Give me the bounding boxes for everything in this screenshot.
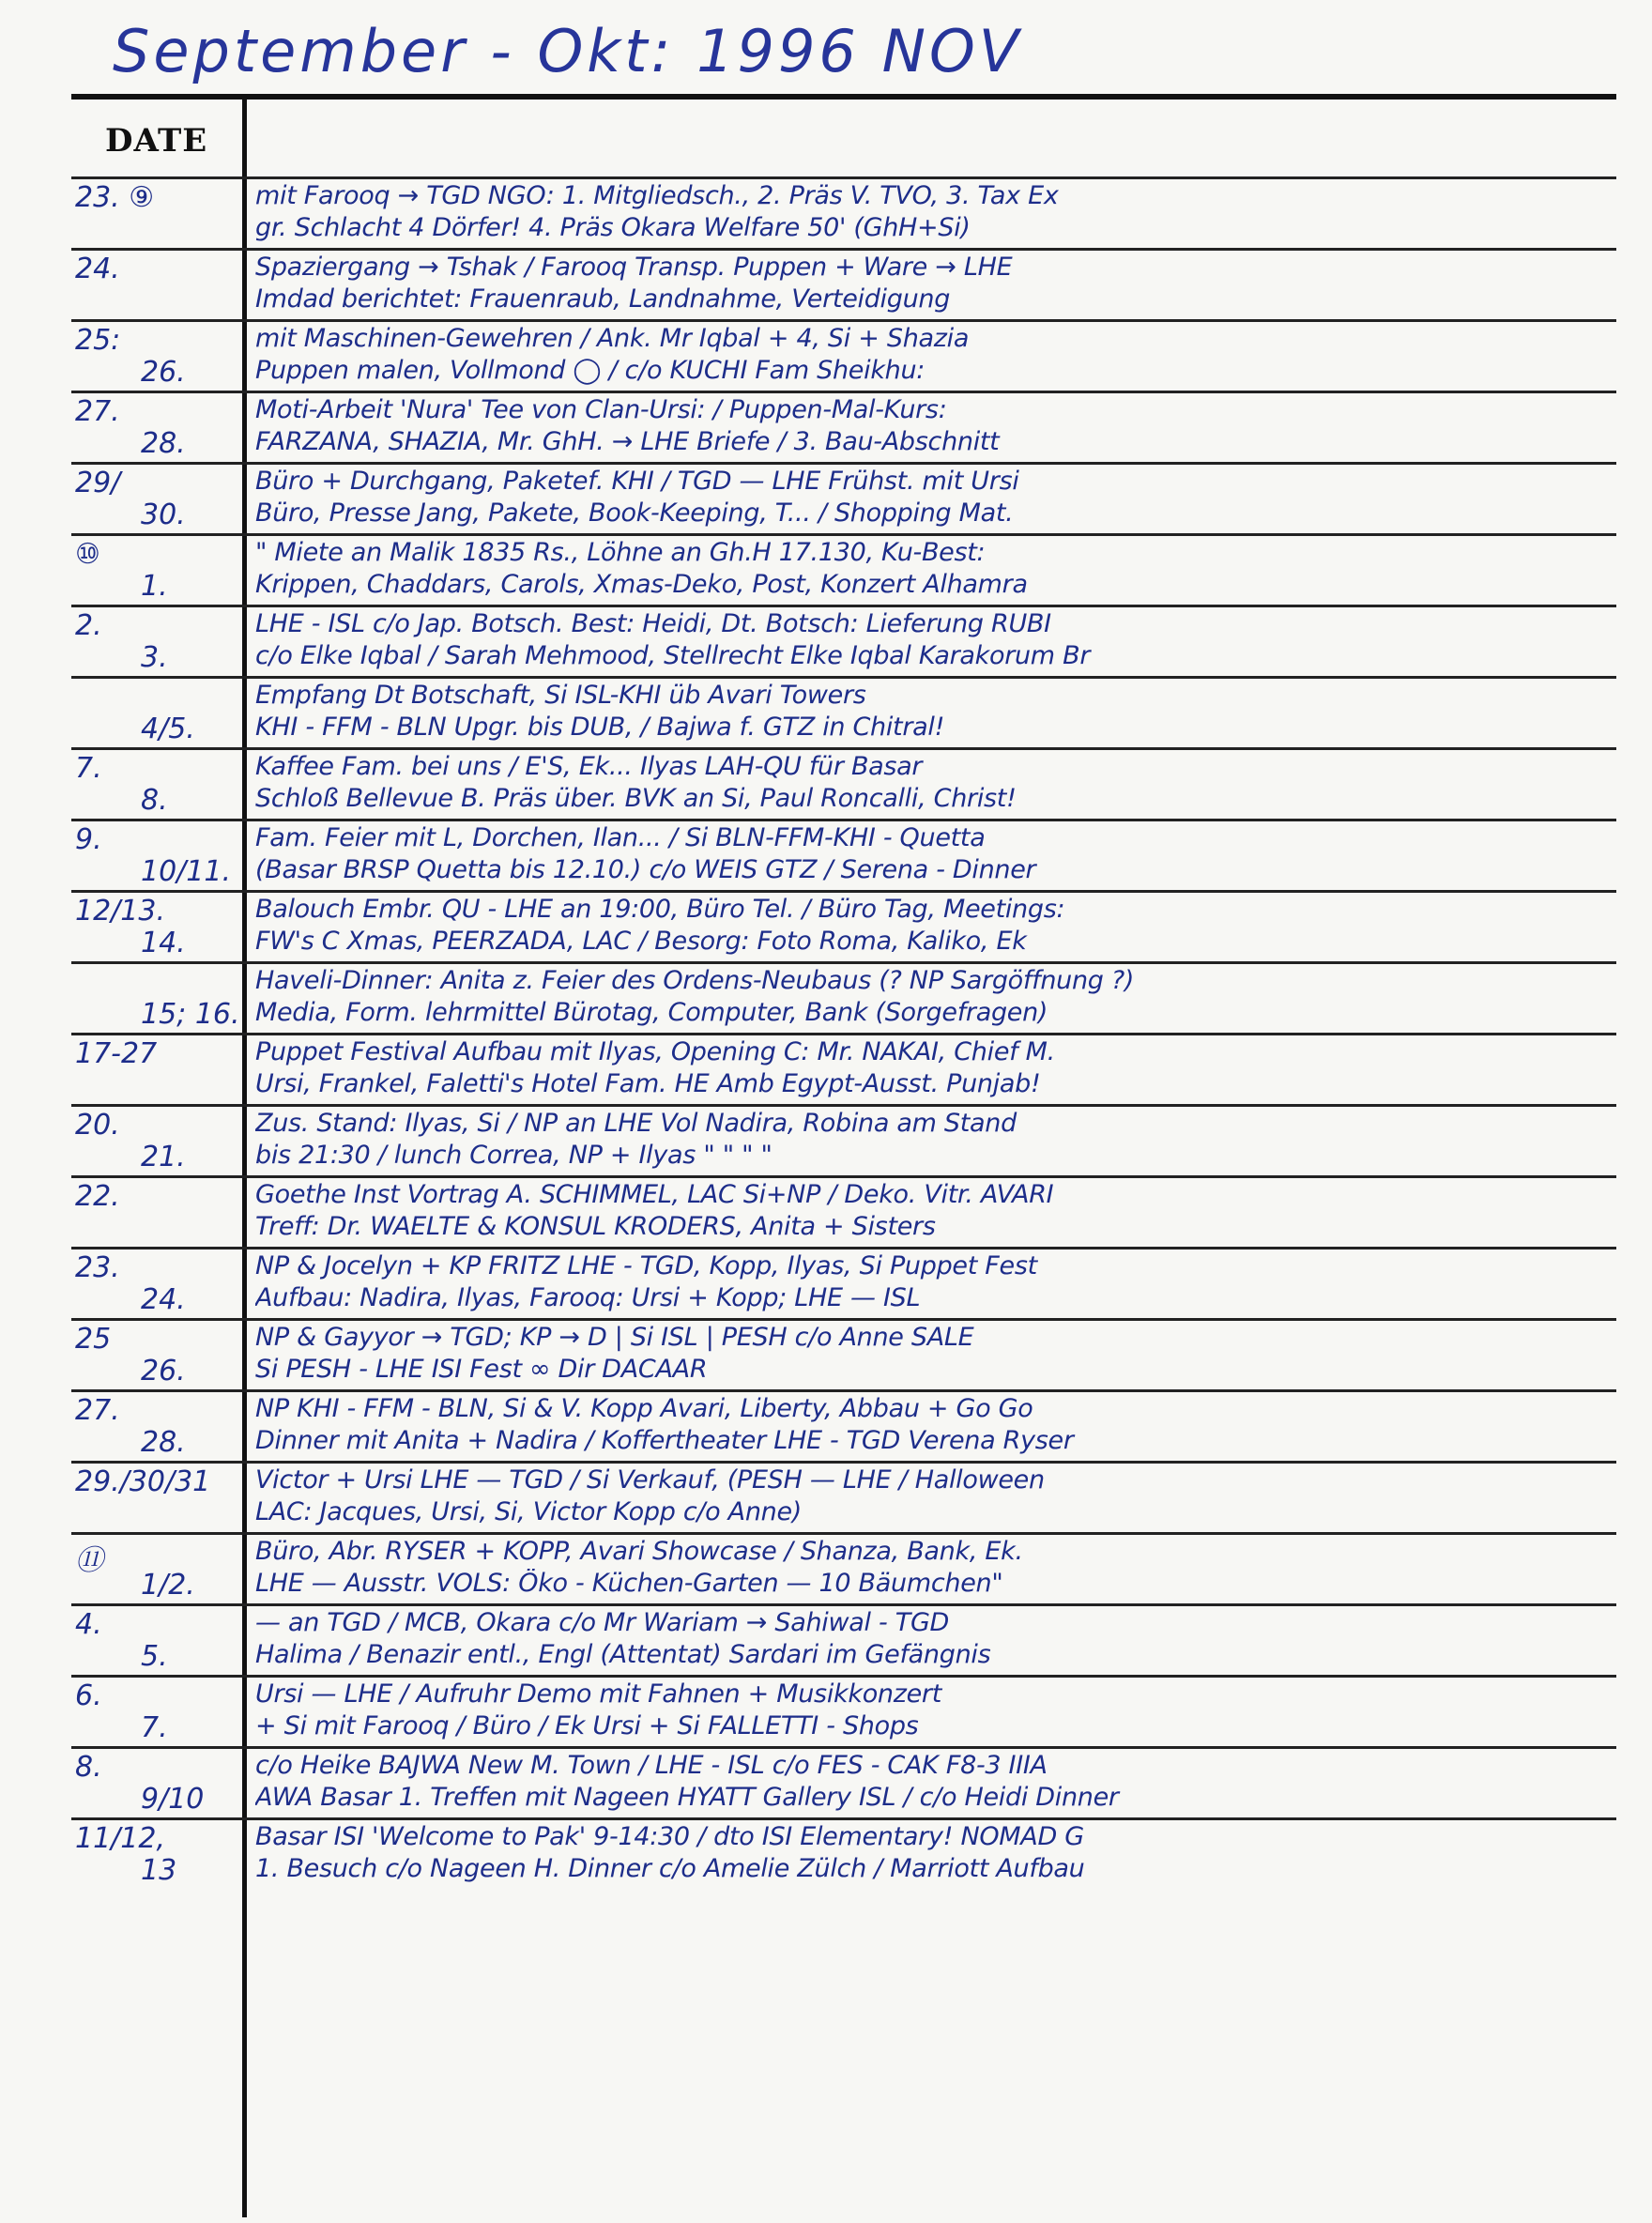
row-entry-line-2: + Si mit Farooq / Büro / Ek Ursi + Si FALLETTI - Shops: [255, 1711, 919, 1740]
row-date: 12/13.: [75, 895, 165, 928]
row-entry-line-2: Krippen, Chaddars, Carols, Xmas-Deko, Post, Konzert Alhamra: [255, 570, 1028, 599]
diary-row: [71, 890, 1616, 961]
row-date-secondary: 10/11.: [141, 855, 231, 888]
diary-row: [71, 176, 1616, 248]
diary-rows: [71, 176, 1616, 1889]
row-entry-line-2: c/o Elke Iqbal / Sarah Mehmood, Stellrecht Elke Iqbal Karakorum Br: [255, 641, 1091, 670]
diary-row: [71, 1817, 1616, 1889]
row-entry-line-1: mit Maschinen-Gewehren / Ank. Mr Iqbal + 4, Si + Shazia: [255, 324, 970, 353]
row-entry-line-2: bis 21:30 / lunch Correa, NP + Ilyas " " " ": [255, 1141, 772, 1170]
diary-row: [71, 1247, 1616, 1318]
row-date-secondary: 21.: [141, 1141, 186, 1173]
diary-row: [71, 1033, 1616, 1104]
row-entry-line-1: Empfang Dt Botschaft, Si ISL-KHI üb Avari Towers: [255, 681, 866, 710]
row-date-secondary: 24.: [141, 1283, 186, 1316]
row-date: 27.: [75, 395, 120, 428]
diary-row: [71, 462, 1616, 533]
diary-row: [71, 319, 1616, 391]
row-entry-line-1: Victor + Ursi LHE — TGD / Si Verkauf, (PESH — LHE / Halloween: [255, 1465, 1045, 1495]
diary-row: [71, 1532, 1616, 1603]
row-date: 11/12,: [75, 1822, 165, 1855]
row-entry-line-1: NP & Jocelyn + KP FRITZ LHE - TGD, Kopp, Ilyas, Si Puppet Fest: [255, 1251, 1037, 1280]
row-entry-line-2: gr. Schlacht 4 Dörfer! 4. Präs Okara Welfare 50' (GhH+Si): [255, 213, 971, 242]
row-entry-line-1: Spaziergang → Tshak / Farooq Transp. Puppen + Ware → LHE: [255, 253, 1013, 282]
row-entry-line-1: NP KHI - FFM - BLN, Si & V. Kopp Avari, Liberty, Abbau + Go Go: [255, 1394, 1033, 1423]
diary-row: [71, 1318, 1616, 1389]
row-date: 6.: [75, 1679, 102, 1712]
row-entry-line-1: Puppet Festival Aufbau mit Ilyas, Opening C: Mr. NAKAI, Chief M.: [255, 1037, 1055, 1066]
row-entry-line-1: Haveli-Dinner: Anita z. Feier des Ordens-Neubaus (? NP Sargöffnung ?): [255, 966, 1135, 995]
page-title: September - Okt: 1996 NOV: [113, 17, 1023, 85]
row-entry-line-2: KHI - FFM - BLN Upgr. bis DUB, / Bajwa f. GTZ in Chitral!: [255, 713, 945, 742]
row-entry-line-2: LAC: Jacques, Ursi, Si, Victor Kopp c/o Anne): [255, 1497, 803, 1526]
row-date: 7.: [75, 752, 102, 785]
row-entry-line-2: AWA Basar 1. Treffen mit Nageen HYATT Gallery ISL / c/o Heidi Dinner: [255, 1783, 1119, 1812]
row-date: 23.: [75, 1251, 120, 1284]
row-entry-line-2: FARZANA, SHAZIA, Mr. GhH. → LHE Briefe / 3. Bau-Abschnitt: [255, 427, 1000, 456]
diary-row: [71, 391, 1616, 462]
row-entry-line-1: Ursi — LHE / Aufruhr Demo mit Fahnen + Musikkonzert: [255, 1679, 941, 1709]
row-date: 29/: [75, 467, 121, 499]
row-date: 17-27: [75, 1037, 158, 1070]
row-entry-line-1: c/o Heike BAJWA New M. Town / LHE - ISL c/o FES - CAK F8-3 IIIA: [255, 1751, 1048, 1780]
row-date: 24.: [75, 253, 120, 285]
row-date-secondary: 9/10: [141, 1783, 205, 1816]
row-date-secondary: 28.: [141, 1426, 186, 1459]
row-date-secondary: 26.: [141, 1355, 186, 1387]
diary-row: [71, 1461, 1616, 1532]
row-entry-line-2: FW's C Xmas, PEERZADA, LAC / Besorg: Foto Roma, Kaliko, Ek: [255, 927, 1027, 956]
row-entry-line-2: Ursi, Frankel, Faletti's Hotel Fam. HE Amb Egypt-Ausst. Punjab!: [255, 1069, 1041, 1098]
row-entry-line-2: Treff: Dr. WAELTE & KONSUL KRODERS, Anita + Sisters: [255, 1212, 936, 1241]
row-entry-line-1: Basar ISI 'Welcome to Pak' 9-14:30 / dto ISI Elementary! NOMAD G: [255, 1822, 1084, 1851]
row-date: 8.: [75, 1751, 102, 1784]
row-date-secondary: 3.: [141, 641, 168, 674]
row-date-secondary: 26.: [141, 356, 186, 389]
row-entry-line-2: Puppen malen, Vollmond ◯ / c/o KUCHI Fam Sheikhu:: [255, 356, 925, 385]
row-entry-line-2: (Basar BRSP Quetta bis 12.10.) c/o WEIS GTZ / Serena - Dinner: [255, 855, 1036, 884]
diary-row: [71, 1675, 1616, 1746]
table-header: [71, 100, 1616, 176]
diary-row: [71, 1175, 1616, 1247]
row-date-secondary: 15; 16.: [141, 998, 240, 1031]
row-entry-line-2: Si PESH - LHE ISI Fest ∞ Dir DACAAR: [255, 1355, 708, 1384]
row-entry-line-1: Fam. Feier mit L, Dorchen, Ilan... / Si BLN-FFM-KHI - Quetta: [255, 823, 986, 852]
row-entry-line-2: Imdad berichtet: Frauenraub, Landnahme, Verteidigung: [255, 284, 951, 314]
row-date: 27.: [75, 1394, 120, 1427]
diary-row: [71, 248, 1616, 319]
row-date: ⑪: [75, 1544, 103, 1577]
row-entry-line-1: — an TGD / MCB, Okara c/o Mr Wariam → Sahiwal - TGD: [255, 1608, 950, 1637]
diary-row: [71, 605, 1616, 676]
row-entry-line-1: Balouch Embr. QU - LHE an 19:00, Büro Tel. / Büro Tag, Meetings:: [255, 895, 1065, 924]
row-date-secondary: 1.: [141, 570, 168, 603]
diary-row: [71, 1746, 1616, 1817]
row-date: 9.: [75, 823, 102, 856]
date-column-header: DATE: [105, 122, 208, 160]
row-date: 25: [75, 1323, 112, 1356]
row-date-secondary: 7.: [141, 1711, 168, 1744]
row-entry-line-2: Media, Form. lehrmittel Bürotag, Computer, Bank (Sorgefragen): [255, 998, 1048, 1027]
row-entry-line-1: Kaffee Fam. bei uns / E'S, Ek... Ilyas LAH-QU für Basar: [255, 752, 923, 781]
row-entry-line-1: LHE - ISL c/o Jap. Botsch. Best: Heidi, Dt. Botsch: Lieferung RUBI: [255, 609, 1051, 638]
row-entry-line-1: Büro + Durchgang, Paketef. KHI / TGD — LHE Frühst. mit Ursi: [255, 467, 1019, 496]
diary-row: [71, 1389, 1616, 1461]
diary-row: [71, 747, 1616, 819]
row-entry-line-2: LHE — Ausstr. VOLS: Öko - Küchen-Garten — 10 Bäumchen": [255, 1569, 1003, 1598]
diary-row: [71, 533, 1616, 605]
row-entry-line-1: " Miete an Malik 1835 Rs., Löhne an Gh.H 17.130, Ku-Best:: [255, 538, 986, 567]
row-date-secondary: 5.: [141, 1640, 168, 1673]
diary-row: [71, 819, 1616, 890]
row-date-secondary: 8.: [141, 784, 168, 817]
row-date-secondary: 4/5.: [141, 713, 195, 745]
row-date: 25:: [75, 324, 121, 357]
row-date: 23. ⑨: [75, 181, 155, 214]
row-entry-line-2: Schloß Bellevue B. Präs über. BVK an Si, Paul Roncalli, Christ!: [255, 784, 1017, 813]
row-date-secondary: 28.: [141, 427, 186, 460]
row-entry-line-1: mit Farooq → TGD NGO: 1. Mitgliedsch., 2. Präs V. TVO, 3. Tax Ex: [255, 181, 1059, 210]
row-date: 29./30/31: [75, 1465, 211, 1498]
row-date: 4.: [75, 1608, 102, 1641]
row-entry-line-1: Moti-Arbeit 'Nura' Tee von Clan-Ursi: / Puppen-Mal-Kurs:: [255, 395, 947, 424]
diary-row: [71, 676, 1616, 747]
row-date: 22.: [75, 1180, 120, 1213]
row-entry-line-2: Aufbau: Nadira, Ilyas, Farooq: Ursi + Kopp; LHE — ISL: [255, 1283, 921, 1312]
row-date-secondary: 30.: [141, 498, 186, 531]
row-date: 20.: [75, 1109, 120, 1142]
diary-row: [71, 961, 1616, 1033]
row-date: ⑩: [75, 538, 100, 571]
row-entry-line-1: Zus. Stand: Ilyas, Si / NP an LHE Vol Nadira, Robina am Stand: [255, 1109, 1017, 1138]
row-entry-line-1: Goethe Inst Vortrag A. SCHIMMEL, LAC Si+NP / Deko. Vitr. AVARI: [255, 1180, 1054, 1209]
diary-row: [71, 1104, 1616, 1175]
row-entry-line-1: NP & Gayyor → TGD; KP → D | Si ISL | PESH c/o Anne SALE: [255, 1323, 974, 1352]
row-entry-line-1: Büro, Abr. RYSER + KOPP, Avari Showcase / Shanza, Bank, Ek.: [255, 1537, 1023, 1566]
row-entry-line-2: Büro, Presse Jang, Pakete, Book-Keeping, T... / Shopping Mat.: [255, 498, 1014, 528]
row-date-secondary: 1/2.: [141, 1569, 195, 1602]
row-date: 2.: [75, 609, 102, 642]
row-entry-line-2: Halima / Benazir entl., Engl (Attentat) Sardari im Gefängnis: [255, 1640, 991, 1669]
row-entry-line-2: 1. Besuch c/o Nageen H. Dinner c/o Amelie Zülch / Marriott Aufbau: [255, 1854, 1085, 1883]
row-date-secondary: 14.: [141, 927, 186, 959]
diary-row: [71, 1603, 1616, 1675]
row-date-secondary: 13: [141, 1854, 177, 1887]
row-entry-line-2: Dinner mit Anita + Nadira / Koffertheater LHE - TGD Verena Ryser: [255, 1426, 1074, 1455]
